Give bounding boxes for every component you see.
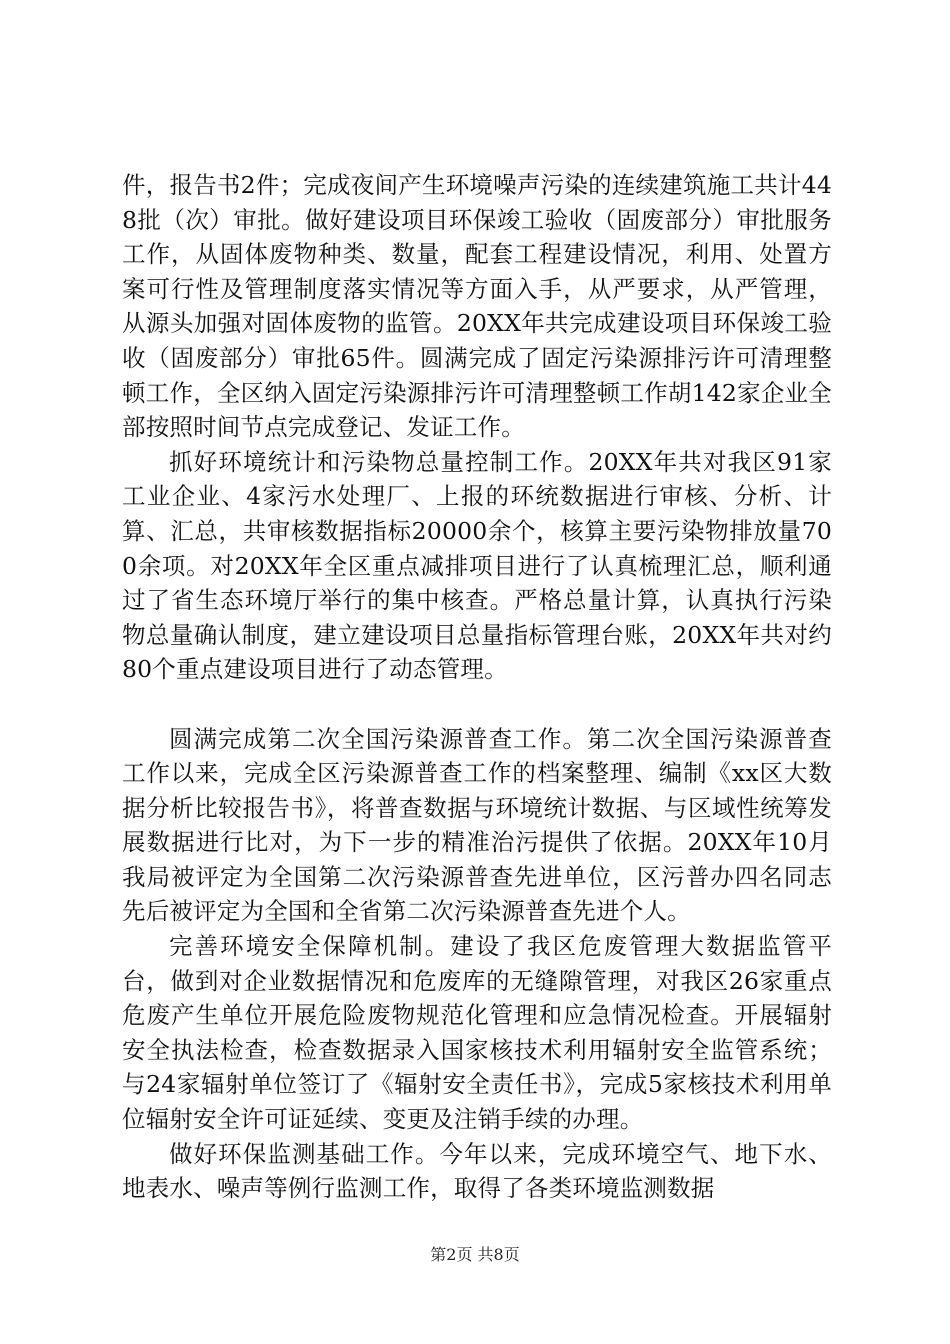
paragraph-environment-statistics: 抓好环境统计和污染物总量控制工作。20XX年共对我区91家工业企业、4家污水处理厂、上报的环统数据进行审核、分析、计算、汇总，共审核数据指标20000余个，核算主要污染物排放量700余项。对20XX年全区重点减排项目进行了认真梳理汇总，顺利通过了省生态环境厅举行的集中核查。严格总量计算，认真执行污染物总量确认制度，建立建设项目总量指标管理台账，20XX年共对约80个重点建设项目进行了动态管理。	[122, 447, 832, 684]
paragraph-pollution-census: 圆满完成第二次全国污染源普查工作。第二次全国污染源普查工作以来，完成全区污染源普查工作的档案整理、编制《xx区大数据分析比较报告书》，将普查数据与环境统计数据、与区域性统筹发展数据进行比对，为下一步的精准治污提供了依据。20XX年10月我局被评定为全国第二次污染源普查先进单位，区污普办四名同志先后被评定为全国和全省第二次污染源普查先进个人。	[122, 724, 832, 926]
page-number-footer: 第2页 共8页	[430, 1245, 520, 1264]
paragraph-continuation: 件，报告书2件；完成夜间产生环境噪声污染的连续建筑施工共计448批（次）审批。做好建设项目环保竣工验收（固废部分）审批服务工作，从固体废物种类、数量，配套工程建设情况，利用、处置方案可行性及管理制度落实情况等方面入手，从严要求，从严管理，从源头加强对固体废物的监管。20XX年共完成建设项目环保竣工验收（固废部分）审批65件。圆满完成了固定污染源排污许可清理整顿工作，全区纳入固定污染源排污许可清理整顿工作胡142家企业全部按照时间节点完成登记、发证工作。	[122, 171, 832, 442]
document-body	[122, 168, 832, 1206]
paragraph-monitoring: 做好环保监测基础工作。今年以来，完成环境空气、地下水、地表水、噪声等例行监测工作，取得了各类环境监测数据	[122, 1139, 832, 1203]
paragraph-environmental-safety: 完善环境安全保障机制。建设了我区危废管理大数据监管平台，做到对企业数据情况和危废库的无缝隙管理，对我区26家重点危废产生单位开展危险废物规范化管理和应急情况检查。开展辐射安全执法检查，检查数据录入国家核技术利用辐射安全监管系统；与24家辐射单位签订了《辐射安全责任书》，完成5家核技术利用单位辐射安全许可证延续、变更及注销手续的办理。	[122, 932, 832, 1134]
